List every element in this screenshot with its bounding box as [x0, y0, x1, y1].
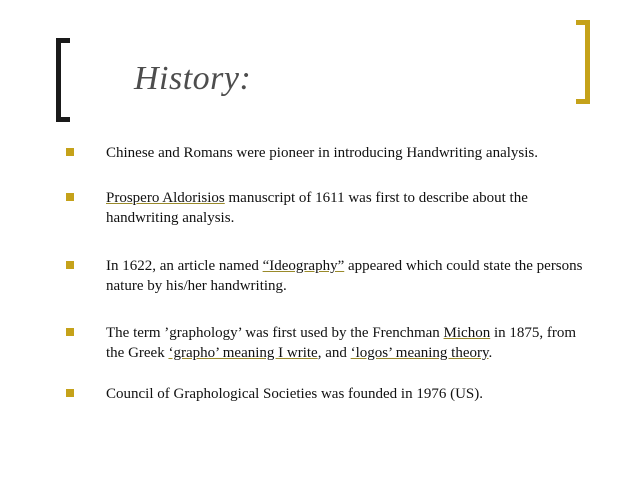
square-bullet-icon	[66, 328, 74, 336]
underlined-name: Michon	[443, 325, 491, 341]
square-bullet-icon	[66, 261, 74, 269]
square-bullet-icon	[66, 148, 74, 156]
slide-title: History:	[134, 60, 252, 97]
bullet-text: Chinese and Romans were pioneer in introducing Handwriting analysis.	[106, 145, 538, 161]
underlined-name: Prospero Aldorisios	[106, 190, 225, 206]
right-bracket-decoration	[576, 20, 590, 104]
bullet-text: The term ’graphology’ was first used by the Frenchman Michon in 1875, from the Greek ‘grapho’ meaning I write, and ‘logos’ meaning theory.	[106, 325, 577, 361]
bullet-text: Prospero Aldorisios manuscript of 1611 was first to describe about the handwriting analysis.	[106, 190, 528, 226]
underlined-term: ‘logos’ meaning theory	[350, 345, 489, 361]
underlined-term: ‘grapho’ meaning I write	[168, 345, 318, 361]
bullet-text: Council of Graphological Societies was founded in 1976 (US).	[106, 386, 484, 402]
bullet-text: In 1622, an article named “Ideography” appeared which could state the persons nature by his/her handwriting.	[106, 258, 583, 294]
square-bullet-icon	[66, 389, 74, 397]
square-bullet-icon	[66, 193, 74, 201]
left-bracket-decoration	[56, 38, 70, 122]
underlined-term: “Ideography”	[262, 258, 345, 274]
